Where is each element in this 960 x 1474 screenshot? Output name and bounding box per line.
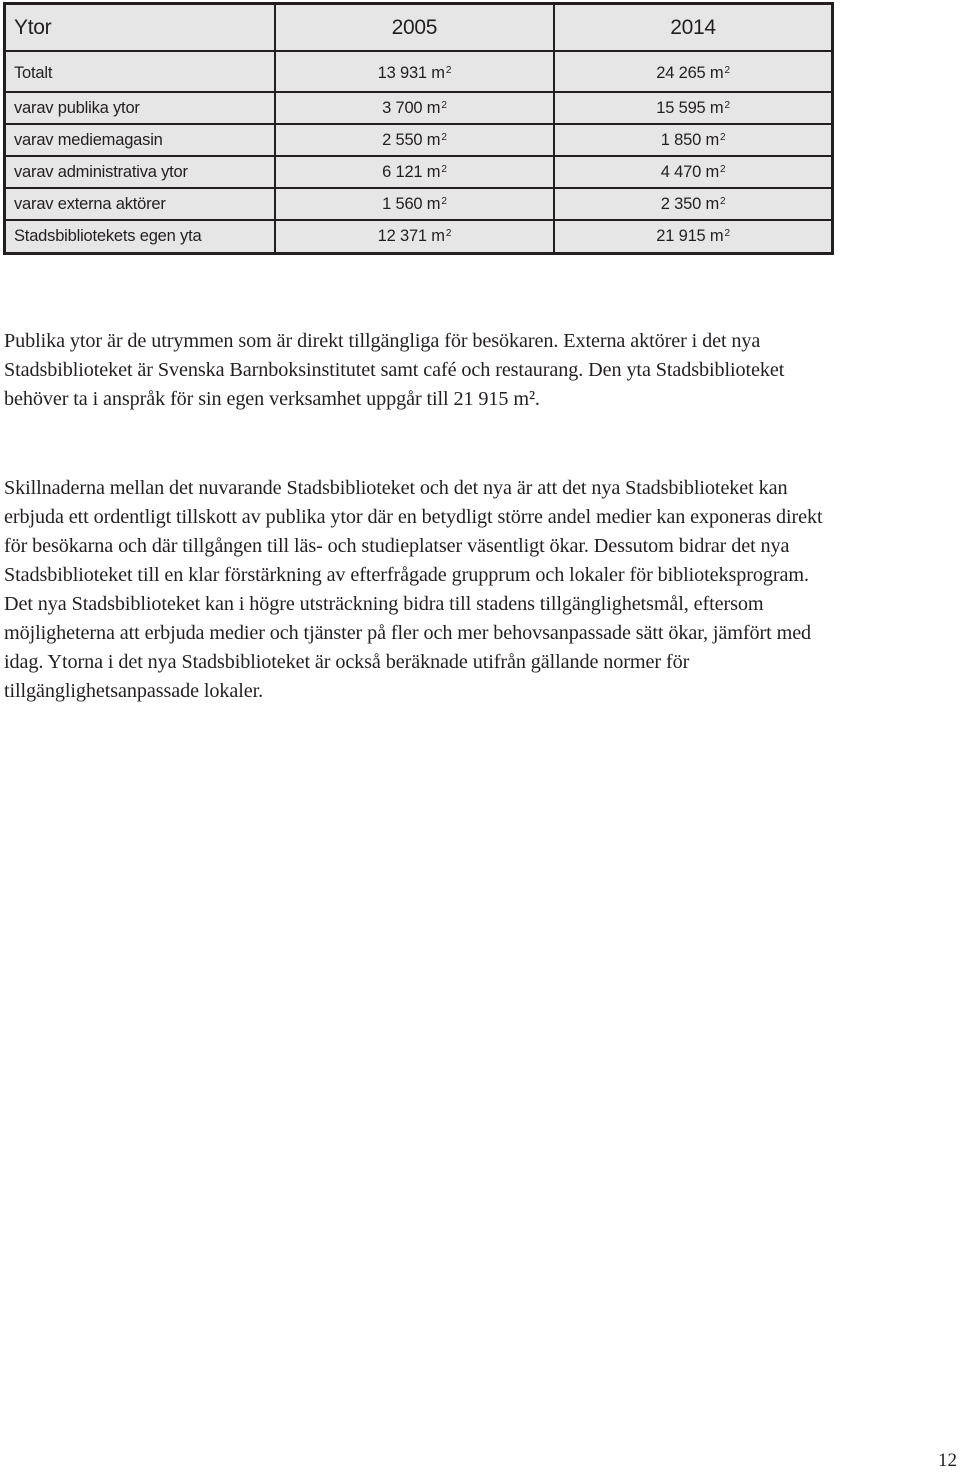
area-value: 2 550 (382, 130, 423, 149)
area-value: 13 931 (377, 63, 427, 82)
cell-2014 (554, 92, 832, 124)
row-label: Stadsbibliotekets egen yta (5, 220, 275, 254)
unit-exponent: 2 (724, 64, 730, 76)
unit-exponent: 2 (441, 195, 447, 207)
area-value: 1 850 (660, 130, 702, 149)
unit-exponent: 2 (724, 228, 730, 239)
cell-2005 (275, 124, 554, 156)
cell-2005 (275, 188, 554, 220)
row-label: Totalt (5, 51, 275, 92)
area-table (3, 2, 834, 255)
row-label: varav mediemagasin (5, 124, 275, 156)
area-value: 24 265 (656, 63, 706, 82)
unit-exponent: 2 (445, 64, 452, 76)
unit-exponent: 2 (441, 163, 447, 175)
unit-label: m (426, 162, 441, 181)
unit-label: m (705, 130, 719, 149)
unit-label: m (709, 63, 724, 82)
area-value: 15 595 (656, 98, 706, 117)
unit-exponent: 2 (441, 99, 447, 111)
unit-exponent: 2 (719, 195, 726, 207)
cell-2014 (554, 51, 832, 92)
cell-2014 (554, 124, 832, 156)
header-2014: 2014 (554, 4, 832, 52)
page-number: 12 (938, 1450, 957, 1471)
unit-label: m (431, 227, 445, 245)
unit-label: m (426, 130, 441, 149)
unit-exponent: 2 (719, 131, 726, 143)
area-value: 2 350 (660, 194, 702, 213)
cell-2005 (275, 51, 554, 92)
table-row (5, 92, 833, 124)
header-2005: 2005 (275, 4, 554, 52)
cell-2014 (554, 220, 832, 254)
area-value: 6 121 (382, 162, 423, 181)
unit-label: m (705, 162, 719, 181)
row-label: varav administrativa ytor (5, 156, 275, 188)
unit-label: m (431, 63, 445, 82)
row-label: varav publika ytor (5, 92, 275, 124)
cell-2005 (275, 156, 554, 188)
table-header-row (5, 4, 833, 52)
unit-label: m (709, 98, 724, 117)
cell-2005 (275, 220, 554, 254)
area-value: 3 700 (382, 98, 423, 117)
unit-exponent: 2 (441, 131, 447, 143)
unit-label: m (426, 98, 441, 117)
header-ytor: Ytor (5, 4, 275, 52)
unit-label: m (705, 194, 719, 213)
row-label: varav externa aktörer (5, 188, 275, 220)
cell-2014 (554, 156, 832, 188)
area-value: 21 915 (656, 227, 706, 245)
cell-2014 (554, 188, 832, 220)
unit-exponent: 2 (719, 163, 726, 175)
table-row (5, 51, 833, 92)
area-value: 1 560 (382, 194, 423, 213)
area-value: 12 371 (377, 227, 427, 245)
paragraph-publika-ytor: Publika ytor är de utrymmen som är direkt tillgängliga för besökaren. Externa aktörer i det nya Stadsbiblioteket är Svenska Barnboksinstitutet samt café och restaurang. Den yta Stadsbiblioteket behöver ta i anspråk för sin egen verksamhet uppgår till 21 915 m². (4, 330, 785, 410)
unit-label: m (426, 194, 441, 213)
table-body (5, 51, 833, 254)
table-row (5, 124, 833, 156)
unit-exponent: 2 (724, 99, 730, 111)
table-row (5, 156, 833, 188)
paragraph-skillnaderna: Skillnaderna mellan det nuvarande Stadsbiblioteket och det nya är att det nya Stadsbiblioteket kan erbjuda ett ordentligt tillskott av publika ytor där en betydligt större andel medier kan exponeras direkt för besökarna och där tillgången till läs- och studieplatser väsentligt ökar. Dessutom bidrar det nya Stadsbiblioteket till en klar förstärkning av efterfrågade grupprum och lokaler för biblioteksprogram. Det nya Stadsbiblioteket kan i högre utsträckning bidra till stadens tillgänglighetsmål, eftersom möjligheterna att erbjuda medier och tjänster på fler och mer behovsanpassade sätt ökar, jämfört med idag. Ytorna i det nya Stadsbiblioteket är också beräknade utifrån gällande normer för tillgänglighetsanpassade lokaler. (4, 477, 823, 702)
unit-label: m (709, 227, 724, 245)
area-value: 4 470 (660, 162, 702, 181)
cell-2005 (275, 92, 554, 124)
table-row (5, 220, 833, 254)
table-row (5, 188, 833, 220)
unit-exponent: 2 (445, 228, 452, 239)
